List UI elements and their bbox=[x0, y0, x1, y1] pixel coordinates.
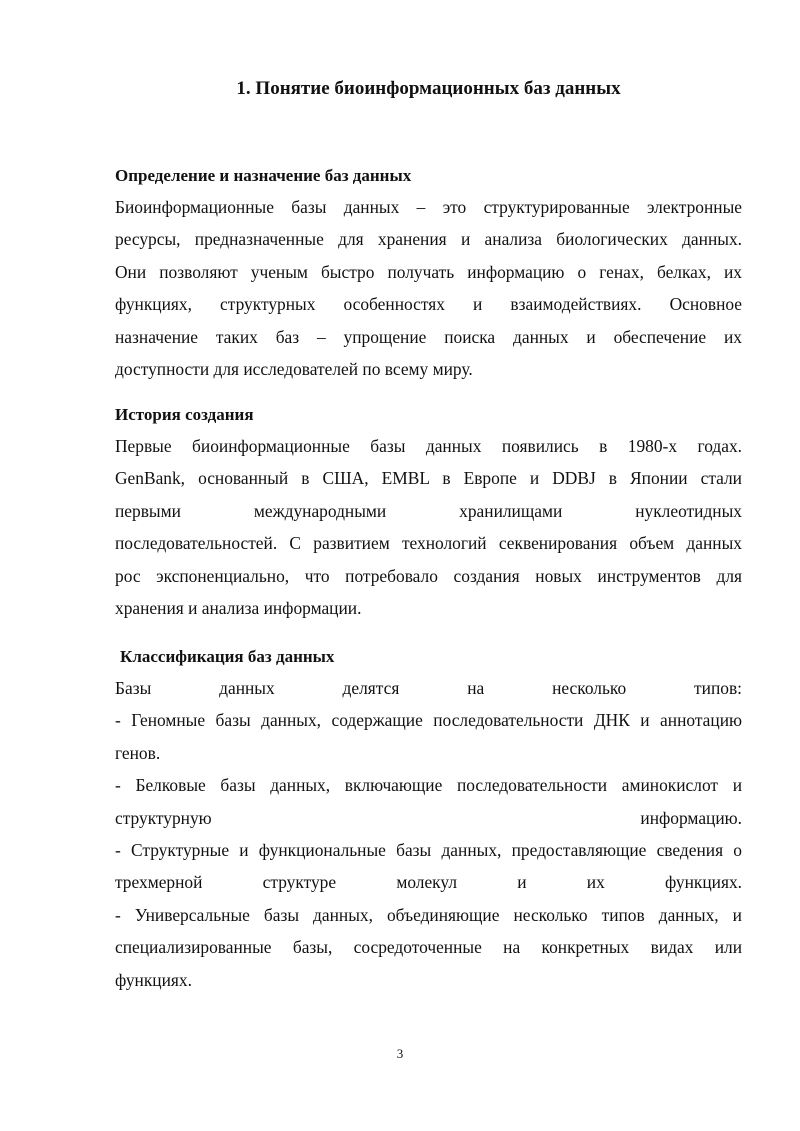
text-line: Базы данных делятся на несколько типов: bbox=[115, 678, 742, 698]
list-item: - Геномные базы данных, содержащие последовательности ДНК и аннотацию bbox=[115, 710, 742, 731]
text-line: Они позволяют ученым быстро получать информацию о генах, белках, их bbox=[115, 261, 742, 282]
paragraph bbox=[115, 430, 742, 624]
list-item: - Универсальные базы данных, объединяющие несколько типов данных, и bbox=[115, 904, 742, 925]
section-definition bbox=[115, 161, 742, 385]
paragraph bbox=[115, 672, 742, 996]
text-line: первыми международными хранилищами нуклеотидных bbox=[115, 500, 742, 521]
text-line: Биоинформационные базы данных – это структурированные электронные bbox=[115, 197, 742, 217]
text-line: GenBank, основанный в США, EMBL в Европе и DDBJ в Японии стали bbox=[115, 468, 742, 489]
section-heading: Классификация баз данных bbox=[120, 647, 335, 666]
text-line: функциях. bbox=[115, 969, 192, 990]
section-heading: Определение и назначение баз данных bbox=[115, 166, 412, 185]
list-item: - Структурные и функциональные базы данных, предоставляющие сведения о bbox=[115, 840, 742, 861]
text-line: специализированные базы, сосредоточенные на конкретных видах или bbox=[115, 937, 742, 958]
text-line: ресурсы, предназначенные для хранения и анализа биологических данных. bbox=[115, 229, 742, 250]
text-line: назначение таких баз – упрощение поиска данных и обеспечение их bbox=[115, 326, 742, 347]
text-line: хранения и анализа информации. bbox=[115, 598, 362, 619]
list-item: - Белковые базы данных, включающие последовательности аминокислот и bbox=[115, 775, 742, 796]
text-line: функциях, структурных особенностях и взаимодействиях. Основное bbox=[115, 294, 742, 315]
section-history bbox=[115, 400, 742, 624]
paragraph bbox=[115, 191, 742, 385]
text-line: рос экспоненциально, что потребовало создания новых инструментов для bbox=[115, 565, 742, 586]
section-classification bbox=[115, 642, 742, 996]
page-number: 3 bbox=[396, 1046, 404, 1061]
text-line: последовательностей. С развитием технологий секвенирования объем данных bbox=[115, 533, 742, 554]
text-line: структурную информацию. bbox=[115, 807, 742, 828]
page-title: 1. Понятие биоинформационных баз данных bbox=[236, 78, 621, 99]
text-line: генов. bbox=[115, 742, 161, 763]
text-line: трехмерной структуре молекул и их функциях. bbox=[115, 872, 742, 893]
text-line: доступности для исследователей по всему миру. bbox=[115, 359, 473, 380]
text-line: Первые биоинформационные базы данных появились в 1980-х годах. bbox=[115, 436, 742, 456]
section-heading: История создания bbox=[115, 405, 254, 424]
